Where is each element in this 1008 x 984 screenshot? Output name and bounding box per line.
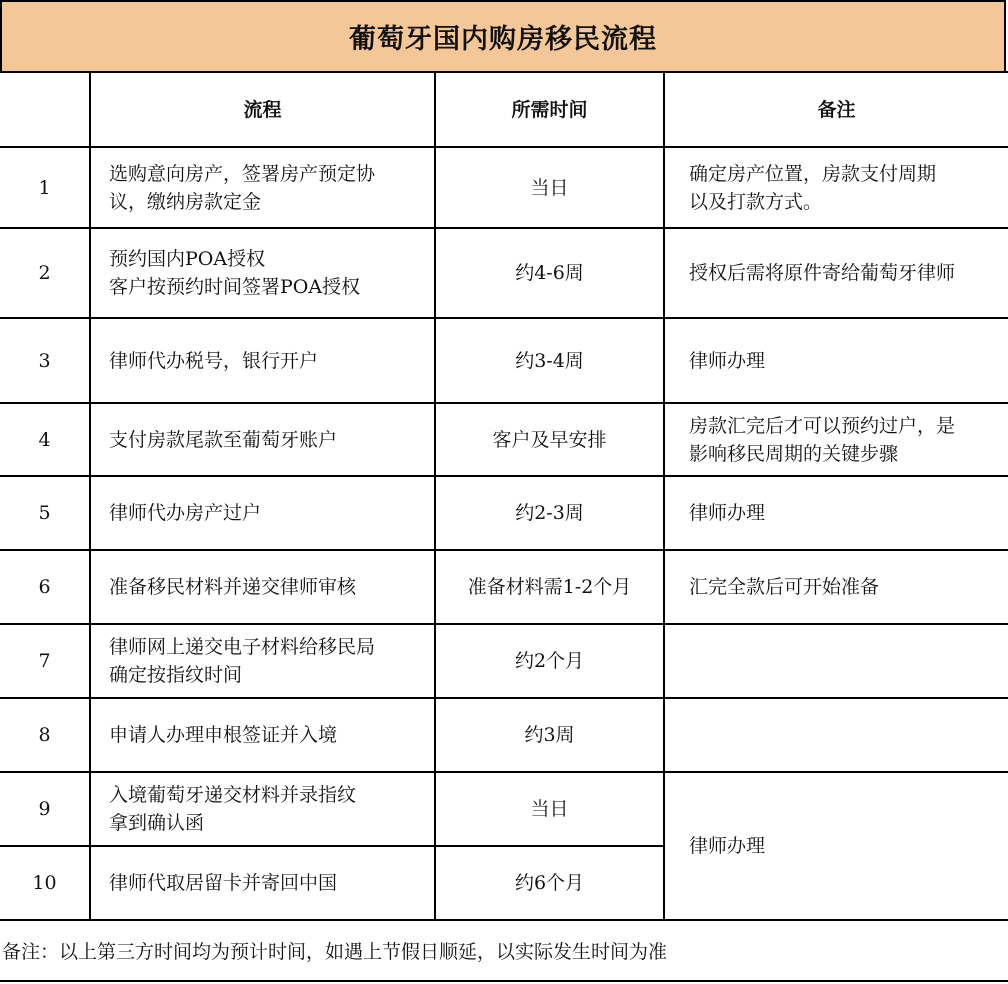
note-cell <box>664 476 1008 550</box>
note-cell <box>664 318 1008 403</box>
step-cell <box>90 228 435 318</box>
time-cell: 当日 <box>435 147 664 228</box>
table-row <box>0 403 1008 476</box>
step-line: 律师代办房产过户 <box>109 502 262 524</box>
row-number: 7 <box>0 624 90 698</box>
step-cell <box>90 147 435 228</box>
time-cell: 约6个月 <box>435 846 664 920</box>
note-cell <box>664 550 1008 624</box>
step-line: 律师代取居留卡并寄回中国 <box>109 872 338 894</box>
step-line: 客户按预约时间签署POA授权 <box>109 276 361 298</box>
table-row <box>0 318 1008 403</box>
time-cell: 约3-4周 <box>435 318 664 403</box>
note-line: 律师办理 <box>689 349 766 372</box>
table-row <box>0 147 1008 228</box>
step-cell <box>90 550 435 624</box>
note-cell <box>664 624 1008 698</box>
footer-note: 备注：以上第三方时间均为预计时间，如遇上节假日顺延，以实际发生时间为准 <box>0 920 1008 982</box>
time-cell: 准备材料需1-2个月 <box>435 550 664 624</box>
header-step: 流程 <box>90 72 435 147</box>
table-row <box>0 698 1008 772</box>
step-cell <box>90 624 435 698</box>
process-table <box>0 71 1008 921</box>
row-number: 4 <box>0 403 90 476</box>
note-line: 房款汇完后才可以预约过户，是 <box>689 414 956 437</box>
table-row <box>0 772 1008 846</box>
step-line: 申请人办理申根签证并入境 <box>109 724 338 746</box>
step-line: 确定按指纹时间 <box>109 664 243 686</box>
time-cell: 约2-3周 <box>435 476 664 550</box>
header-note: 备注 <box>664 72 1008 147</box>
table-row <box>0 476 1008 550</box>
table-row <box>0 624 1008 698</box>
step-line: 预约国内POA授权 <box>109 248 266 270</box>
note-line: 以及打款方式。 <box>689 190 823 213</box>
note-line: 律师办理 <box>689 502 766 524</box>
step-line: 律师代办税号，银行开户 <box>109 349 319 372</box>
header-num <box>0 72 90 147</box>
time-cell: 约4-6周 <box>435 228 664 318</box>
step-line: 拿到确认函 <box>109 812 205 834</box>
note-cell <box>664 698 1008 772</box>
step-line: 选购意向房产，签署房产预定协 <box>109 162 376 185</box>
note-line: 授权后需将原件寄给葡萄牙律师 <box>689 262 956 284</box>
row-number: 1 <box>0 147 90 228</box>
row-number: 5 <box>0 476 90 550</box>
step-line: 准备移民材料并递交律师审核 <box>109 576 357 598</box>
step-line: 议，缴纳房款定金 <box>109 190 262 213</box>
step-line: 入境葡萄牙递交材料并录指纹 <box>109 784 357 806</box>
step-line: 支付房款尾款至葡萄牙账户 <box>109 428 338 451</box>
time-cell: 约3周 <box>435 698 664 772</box>
note-cell <box>664 228 1008 318</box>
step-cell <box>90 846 435 920</box>
row-number: 8 <box>0 698 90 772</box>
row-number: 9 <box>0 772 90 846</box>
step-cell <box>90 318 435 403</box>
note-line: 律师办理 <box>689 835 766 857</box>
table-row <box>0 228 1008 318</box>
table-header-row <box>0 72 1008 147</box>
time-cell: 客户及早安排 <box>435 403 664 476</box>
row-number: 10 <box>0 846 90 920</box>
note-line: 汇完全款后可开始准备 <box>689 576 880 598</box>
time-cell: 当日 <box>435 772 664 846</box>
row-number: 6 <box>0 550 90 624</box>
note-cell <box>664 147 1008 228</box>
time-cell: 约2个月 <box>435 624 664 698</box>
step-cell <box>90 403 435 476</box>
row-number: 3 <box>0 318 90 403</box>
step-cell <box>90 698 435 772</box>
note-cell-merged <box>664 772 1008 920</box>
table-row <box>0 550 1008 624</box>
note-cell <box>664 403 1008 476</box>
step-cell <box>90 772 435 846</box>
header-time: 所需时间 <box>435 72 664 147</box>
note-line: 确定房产位置，房款支付周期 <box>689 162 937 185</box>
step-line: 律师网上递交电子材料给移民局 <box>109 636 376 658</box>
row-number: 2 <box>0 228 90 318</box>
page-title: 葡萄牙国内购房移民流程 <box>0 0 1006 73</box>
step-cell <box>90 476 435 550</box>
note-line: 影响移民周期的关键步骤 <box>689 442 899 465</box>
